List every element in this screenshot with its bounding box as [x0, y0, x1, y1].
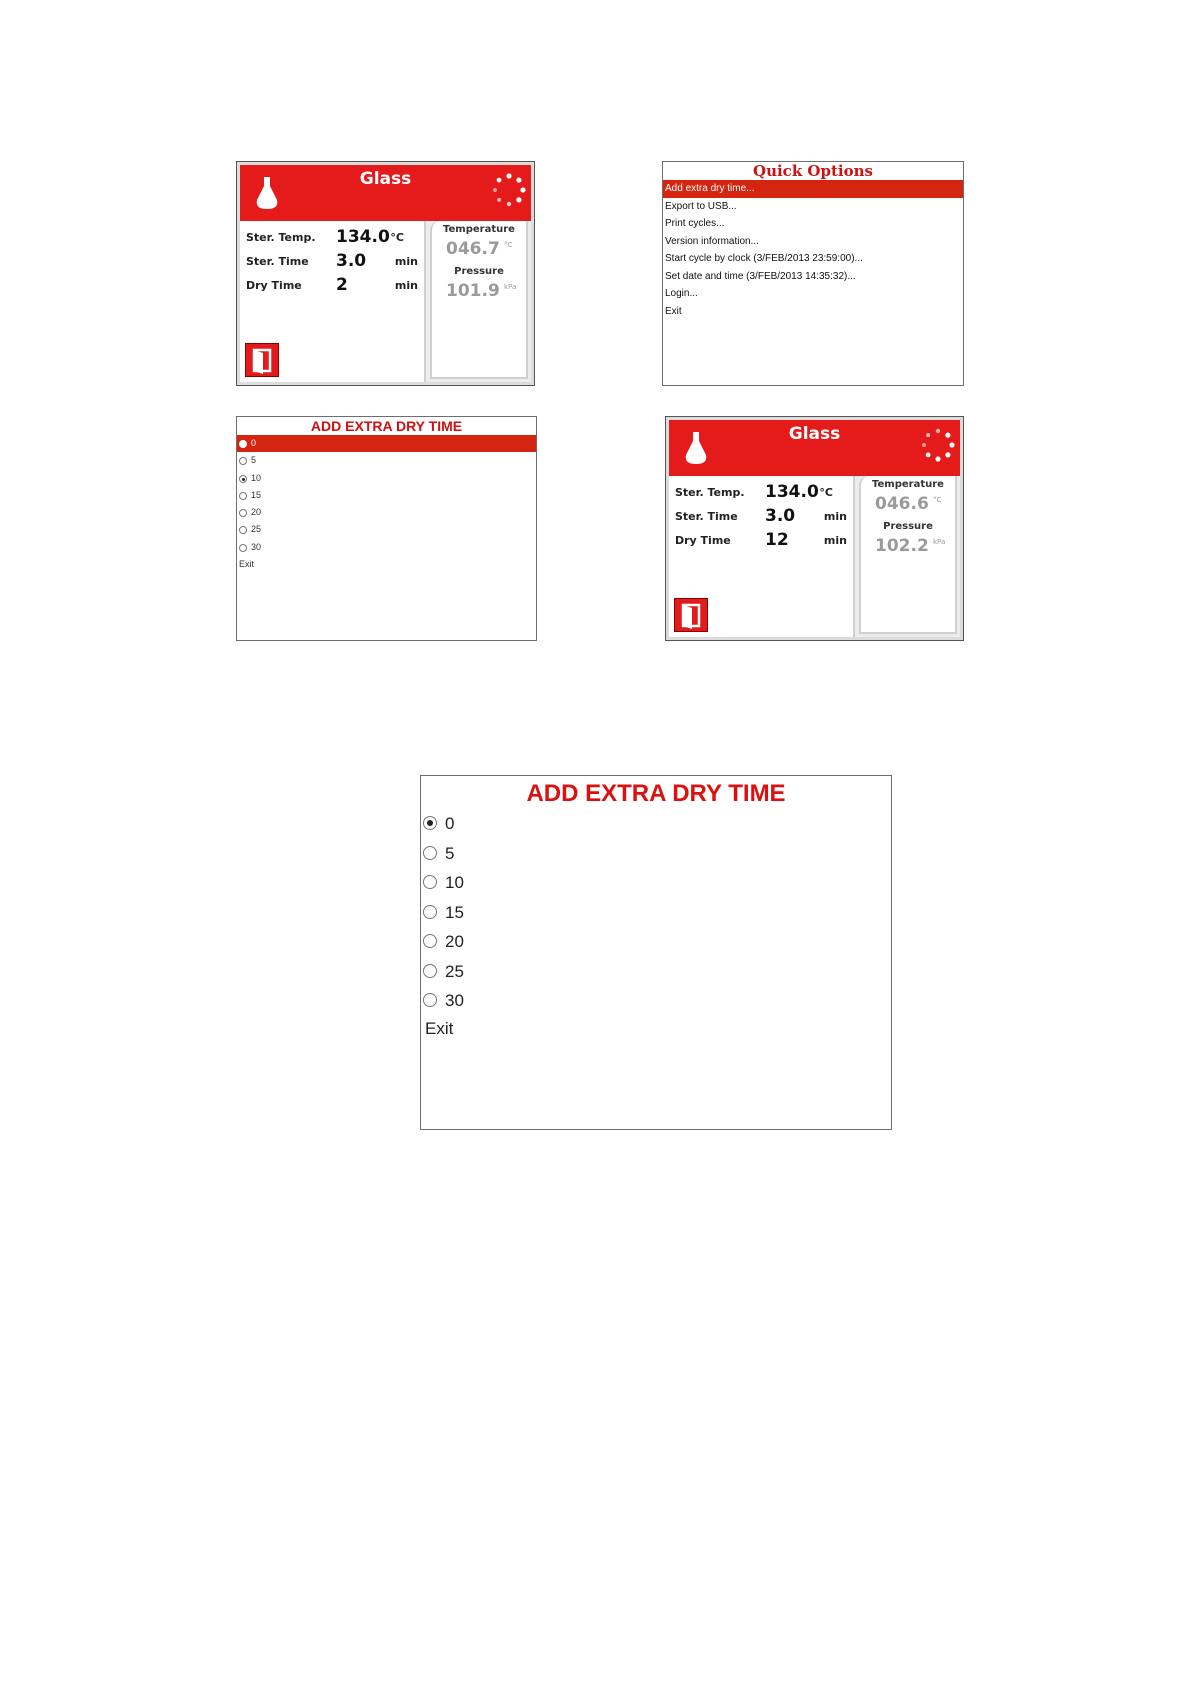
option-15[interactable] — [237, 487, 536, 504]
option-5[interactable] — [237, 452, 536, 469]
ster-time-row — [675, 506, 847, 530]
radio-button[interactable] — [239, 526, 247, 534]
option-label: 0 — [445, 814, 455, 833]
pressure-value: 102.2 — [875, 536, 929, 556]
radio-button[interactable] — [239, 492, 247, 500]
ster-temp-unit: °C — [819, 486, 833, 499]
dry-time-unit: min — [394, 279, 418, 292]
option-0[interactable] — [237, 435, 536, 452]
dry-time-row — [246, 275, 418, 299]
radio-button[interactable] — [423, 846, 437, 860]
dry-time-unit: min — [823, 534, 847, 547]
temperature-label: Temperature — [443, 224, 515, 235]
spinner-icon — [920, 427, 956, 463]
program-title: Glass — [359, 169, 412, 189]
ster-temp-label: Ster. Temp. — [246, 231, 316, 244]
ster-temp-row — [675, 482, 847, 506]
radio-button[interactable] — [239, 440, 247, 448]
door-button[interactable] — [674, 598, 708, 632]
menu-item-login[interactable]: Login... — [665, 288, 698, 299]
radio-button[interactable] — [423, 993, 437, 1007]
readings-panel — [430, 221, 528, 379]
option-label: 15 — [445, 902, 464, 922]
menu-item-export-to-usb[interactable]: Export to USB... — [665, 200, 737, 212]
status-header — [240, 165, 531, 221]
option-25[interactable] — [237, 521, 536, 538]
dry-time-row — [675, 530, 847, 554]
radio-button[interactable] — [239, 475, 247, 483]
dry-time-label: Dry Time — [246, 279, 302, 292]
option-label: 15 — [251, 489, 262, 500]
option-20[interactable] — [237, 504, 536, 521]
temperature-value: 046.7 — [446, 239, 500, 259]
option-label: 25 — [445, 961, 464, 981]
temperature-unit: °C — [504, 241, 513, 249]
dry-time-value: 2 — [336, 275, 348, 295]
add-extra-dry-time-dialog-large — [420, 775, 892, 1130]
ster-time-value: 3.0 — [765, 506, 796, 526]
option-label: 20 — [445, 932, 464, 951]
radio-button[interactable] — [423, 964, 437, 978]
radio-button[interactable] — [423, 875, 437, 889]
ster-time-unit: min — [823, 510, 847, 523]
menu-item-add-extra-dry-time[interactable]: Add extra dry time... — [663, 180, 963, 198]
option-label: 0 — [251, 438, 257, 448]
menu-item-version-information[interactable]: Version information... — [665, 235, 759, 247]
option-25[interactable] — [421, 957, 891, 987]
ster-time-value: 3.0 — [336, 251, 367, 271]
option-30[interactable] — [237, 539, 536, 556]
option-5[interactable] — [421, 839, 891, 869]
ster-time-row — [246, 251, 418, 275]
option-label: 10 — [445, 873, 464, 892]
option-label: 25 — [251, 524, 262, 535]
ster-time-label: Ster. Time — [246, 255, 309, 268]
status-screen-1 — [236, 161, 535, 386]
option-label: 5 — [251, 455, 257, 466]
temperature-unit: °C — [933, 496, 942, 504]
dialog-title: ADD EXTRA DRY TIME — [310, 418, 463, 434]
temperature-value: 046.6 — [875, 494, 929, 514]
add-extra-dry-time-dialog-small — [236, 416, 537, 641]
parameters-panel — [669, 476, 855, 637]
status-screen-2 — [665, 416, 964, 641]
menu-item-set-date-and-time[interactable]: Set date and time (3/FEB/2013 14:35:32)... — [665, 270, 856, 282]
quick-options-title: Quick Options — [753, 162, 873, 180]
status-header — [669, 420, 960, 476]
radio-button[interactable] — [239, 509, 247, 517]
exit-button[interactable]: Exit — [239, 559, 255, 570]
radio-button[interactable] — [423, 816, 437, 830]
option-15[interactable] — [421, 898, 891, 928]
radio-button[interactable] — [239, 457, 247, 465]
option-label: 30 — [251, 541, 262, 552]
door-icon — [246, 344, 278, 376]
option-label: 5 — [445, 843, 455, 863]
readings-panel — [859, 476, 957, 634]
radio-button[interactable] — [423, 905, 437, 919]
spinner-icon — [491, 172, 527, 208]
radio-button[interactable] — [423, 934, 437, 948]
option-label: 30 — [445, 991, 464, 1010]
ster-temp-unit: °C — [390, 231, 404, 244]
menu-item-exit[interactable]: Exit — [665, 305, 682, 317]
dry-time-value: 12 — [765, 530, 789, 550]
temperature-label: Temperature — [872, 479, 944, 490]
pressure-unit: kPa — [504, 283, 517, 291]
option-10[interactable] — [421, 868, 891, 898]
door-button[interactable] — [245, 343, 279, 377]
option-20[interactable] — [421, 927, 891, 957]
dry-time-label: Dry Time — [675, 534, 731, 547]
ster-temp-value: 134.0 — [336, 227, 390, 247]
ster-temp-row — [246, 227, 418, 251]
menu-item-start-cycle-by-clock[interactable]: Start cycle by clock (3/FEB/2013 23:59:00)... — [665, 253, 863, 264]
radio-button[interactable] — [239, 544, 247, 552]
pressure-unit: kPa — [933, 538, 946, 546]
program-title: Glass — [788, 424, 841, 444]
ster-time-label: Ster. Time — [675, 510, 738, 523]
exit-button[interactable]: Exit — [425, 1018, 454, 1038]
option-30[interactable] — [421, 986, 891, 1016]
menu-item-print-cycles[interactable]: Print cycles... — [665, 218, 725, 229]
ster-temp-label: Ster. Temp. — [675, 486, 745, 499]
option-label: 20 — [251, 507, 262, 518]
dialog-title: ADD EXTRA DRY TIME — [526, 780, 786, 807]
pressure-value: 101.9 — [446, 281, 500, 301]
parameters-panel — [240, 221, 426, 382]
option-0[interactable] — [421, 809, 891, 839]
ster-time-unit: min — [394, 255, 418, 268]
pressure-label: Pressure — [883, 521, 933, 532]
door-icon — [675, 599, 707, 631]
ster-temp-value: 134.0 — [765, 482, 819, 502]
option-label: 10 — [251, 472, 262, 483]
quick-options-menu — [662, 161, 964, 386]
pressure-label: Pressure — [454, 266, 504, 277]
option-10[interactable] — [237, 470, 536, 487]
